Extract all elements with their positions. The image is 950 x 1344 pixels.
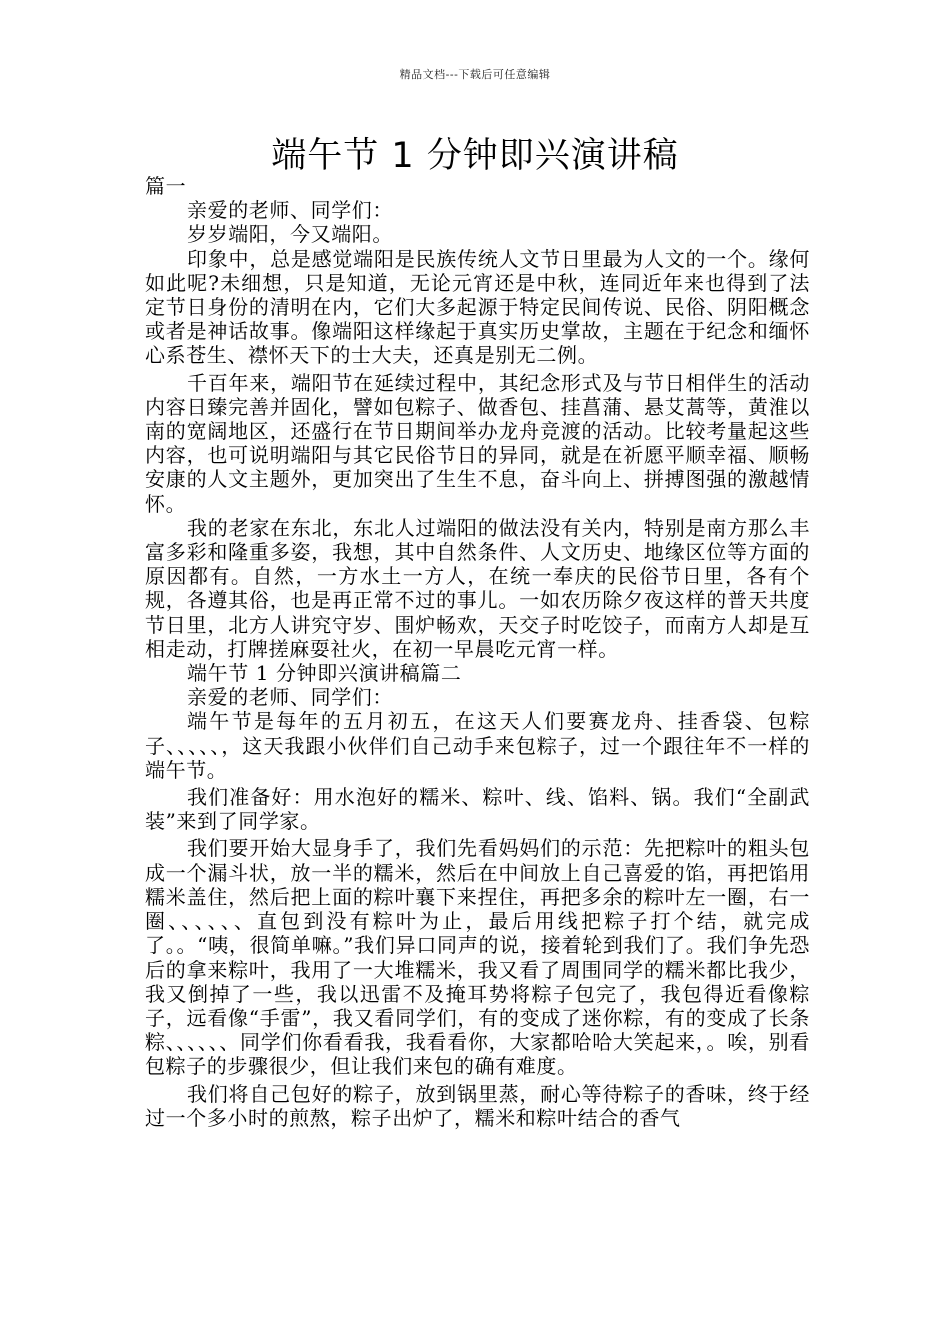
paragraph: 亲爱的老师、同学们： (187, 198, 393, 223)
paragraph: 我的老家在东北，东北人过端阳的做法没有关内，特别是南方那么丰富多彩和隆重多姿，我想，其中自然条件、人文历史、地缘区位等方面的原因都有。自然，一方水土一方人，在统一奉庆的民俗节日里，各有个规，各遵其俗，也是再正常不过的事儿。一如农历除夕夜这样的普天共度节日里，北方人讲究守岁、围炉畅欢，天交子时吃饺子，而南方人却是互相走动，打牌搓麻耍社火，在初一早晨吃元宵一样。 (145, 515, 810, 661)
paragraph: 亲爱的老师、同学们： (187, 685, 393, 710)
section-label: 篇一 (145, 174, 187, 198)
paragraph: 端午节是每年的五月初五，在这天人们要赛龙舟、挂香袋、包粽子、、、、、，这天我跟小伙伴们自己动手来包粽子，过一个跟往年不一样的端午节。 (145, 709, 810, 782)
paragraph: 我们要开始大显身手了，我们先看妈妈们的示范：先把粽叶的粗头包成一个漏斗状，放一半的糯米，然后在中间放上自己喜爱的馅，再把馅用糯米盖住，然后把上面的粽叶襄下来捏住，再把多余的粽叶左一圈，右一圈、、、、、、直包到没有粽叶为止，最后用线把粽子打个结，就完成了。。“咦，很简单嘛。”我们异口同声的说，接着轮到我们了。我们争先恐后的拿来粽叶，我用了一大堆糯米，我又看了周围同学的糯米都比我少，我又倒掉了一些，我以迅雷不及掩耳势将粽子包完了，我包得近看像粽子，远看像“手雷”，我又看同学们，有的变成了迷你粽，有的变成了长条粽、、、、、、同学们你看看我，我看看你，大家都哈哈大笑起来，。唉，别看包粽子的步骤很少，但让我们来包的确有难度。 (145, 836, 810, 1079)
paragraph: 岁岁端阳，今又端阳。 (187, 222, 393, 247)
paragraph: 我们准备好：用水泡好的糯米、粽叶、线、馅料、锅。我们“全副武装”来到了同学家。 (145, 785, 810, 834)
page-header: 精品文档---下载后可任意编辑 (399, 68, 551, 81)
section-heading: 端午节 1 分钟即兴演讲稿篇二 (187, 661, 462, 686)
paragraph: 我们将自己包好的粽子，放到锅里蒸，耐心等待粽子的香味，终于经过一个多小时的煎熬，粽子出炉了，糯米和粽叶结合的香气 (145, 1081, 810, 1130)
document-body (145, 174, 810, 1130)
paragraph: 印象中，总是感觉端阳是民族传统人文节日里最为人文的一个。缘何如此呢?未细想，只是知道，无论元宵还是中秋，连同近年来也得到了法定节日身份的清明在内，它们大多起源于特定民间传说、民俗、阴阳概念或者是神话故事。像端阳这样缘起于真实历史掌故，主题在于纪念和缅怀心系苍生、襟怀天下的士大夫，还真是别无二例。 (145, 246, 810, 368)
page-title: 端午节 1 分钟即兴演讲稿 (271, 136, 679, 176)
paragraph: 千百年来，端阳节在延续过程中，其纪念形式及与节日相伴生的活动内容日臻完善并固化，譬如包粽子、做香包、挂菖蒲、悬艾蒿等，黄淮以南的宽阔地区，还盛行在节日期间举办龙舟竞渡的活动。比较考量起这些内容，也可说明端阳与其它民俗节日的异同，就是在祈愿平顺幸福、顺畅安康的人文主题外，更加突出了生生不息，奋斗向上、拼搏图强的激越情怀。 (145, 370, 810, 516)
